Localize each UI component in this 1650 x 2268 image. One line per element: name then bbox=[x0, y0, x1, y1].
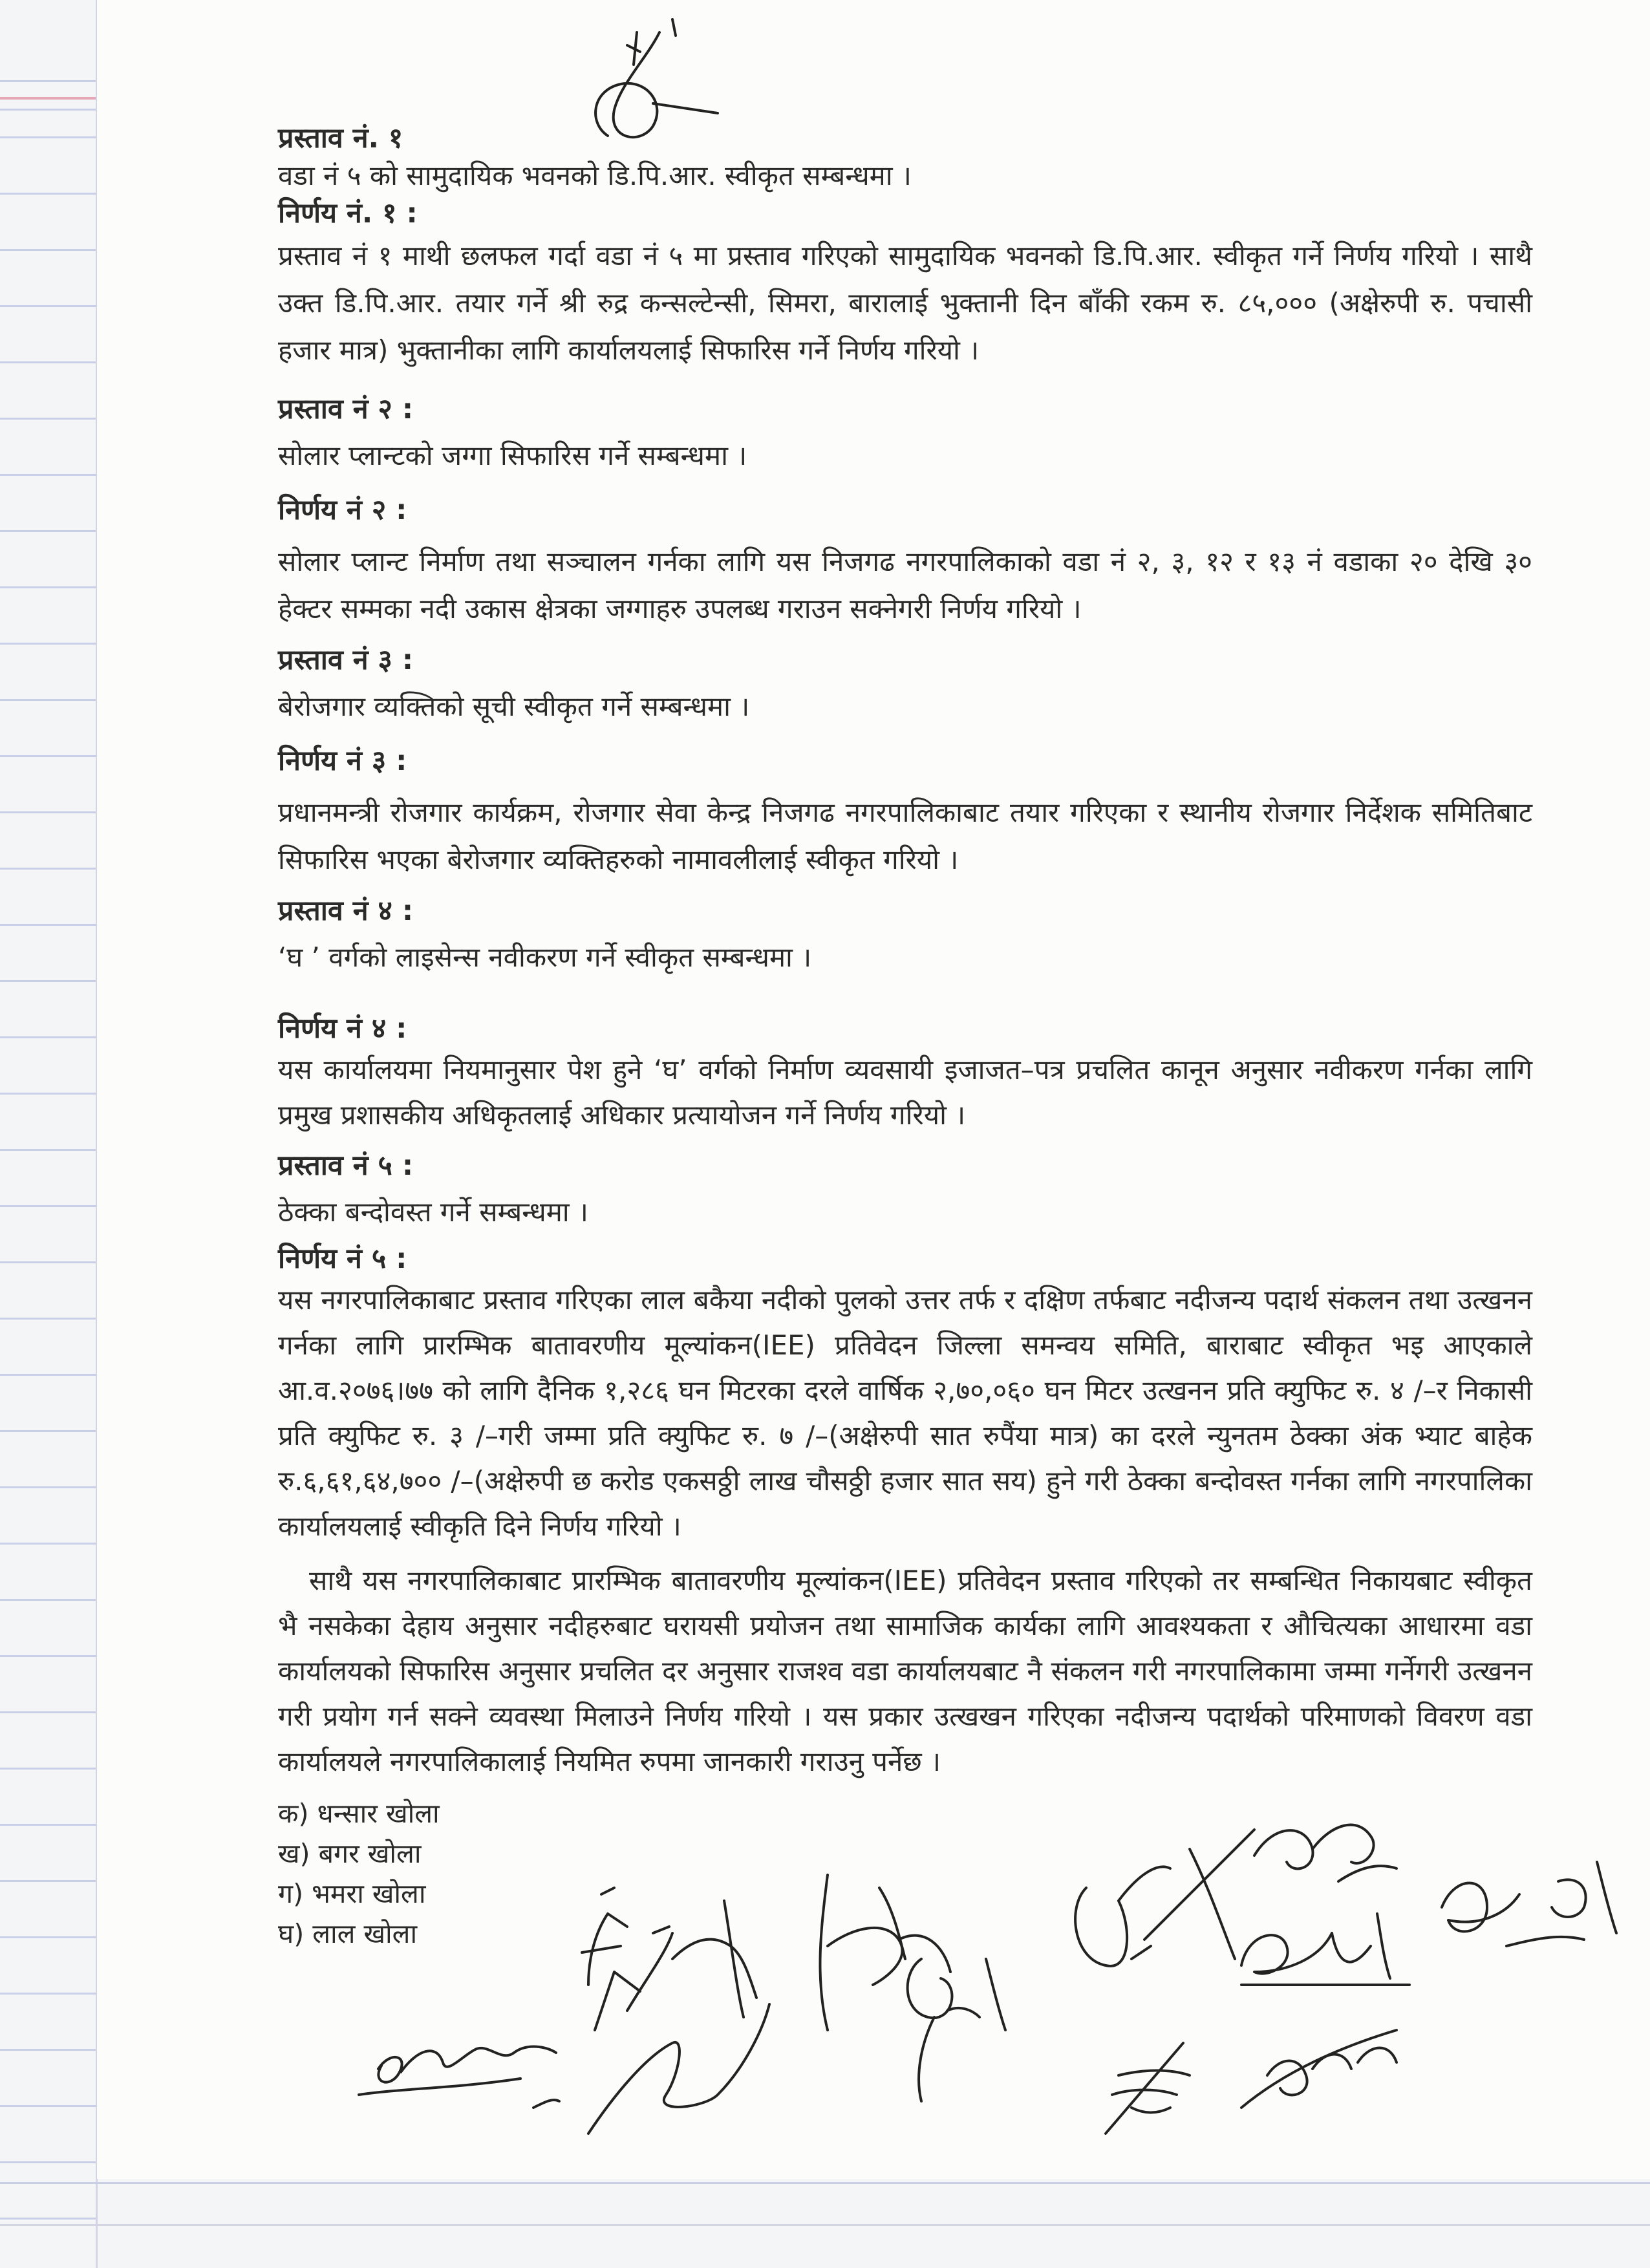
block-text: ठेक्का बन्दोवस्त गर्ने सम्बन्धमा । bbox=[278, 1196, 588, 1228]
block-text: प्रधानमन्त्री रोजगार कार्यक्रम, रोजगार सेवा केन्द्र निजगढ नगरपालिकाबाट तयार गरिएका र स्थानीय रोजगार निर्देशक समितिबाट सिफारिस भएका बेरोजगार व्यक्तिहरुको नामावलीलाई स्वीकृत गरियो । bbox=[278, 797, 1532, 875]
block-heading: निर्णय नं. १ : bbox=[278, 197, 418, 230]
block-text: सोलार प्लान्ट निर्माण तथा सञ्चालन गर्नका लागि यस निजगढ नगरपालिकाको वडा नं २, ३, १२ र १३ नं वडाका २० देखि ३० हेक्टर सम्मका नदी उकास क्षेत्रका जग्गाहरु उपलब्ध गराउन सक्नेगरी निर्णय गरियो । bbox=[278, 546, 1532, 625]
block-heading: निर्णय नं ४ : bbox=[278, 1012, 407, 1045]
block-text: सोलार प्लान्टको जग्गा सिफारिस गर्ने सम्बन्धमा । bbox=[278, 440, 747, 471]
block-heading: प्रस्ताव नं ३ : bbox=[278, 644, 414, 676]
signature-6 bbox=[1241, 1797, 1403, 1901]
signature-10 bbox=[1228, 1998, 1448, 2127]
list-item: ग) भमरा खोला bbox=[278, 1878, 426, 1909]
signature-11 bbox=[569, 1875, 640, 1991]
closing-paragraph: साथै यस नगरपालिकाबाट प्रारम्भिक बातावरणीय मूल्यांकन(IEE) प्रतिवेदन प्रस्ताव गरिएको तर सम्बन्धित निकायबाट स्वीकृत भै नसकेका देहाय अनुसार नदीहरुबाट घरायसी प्रयोजन तथा सामाजिक कार्यका लागि आवश्यकता र औचित्यका आधारमा वडा कार्यालयको सिफारिस अनुसार प्रचलित दर अनुसार राजश्व वडा कार्यालयबाट नै संकलन गरी नगरपालिकामा जम्मा गर्नेगरी उत्खनन गरी प्रयोग गर्न सक्ने व्यवस्था मिलाउने निर्णय गरियो । यस प्रकार उत्खखन गरिएका नदीजन्य पदार्थको परिमाणको विवरण वडा कार्यालयले नगरपालिकालाई नियमित रुपमा जानकारी गराउनु पर्नेछ । bbox=[278, 1565, 1532, 1777]
block-text: ‘घ ’ वर्गको लाइसेन्स नवीकरण गर्ने स्वीकृत सम्बन्धमा । bbox=[278, 941, 812, 973]
signature-9 bbox=[1093, 2017, 1203, 2146]
list-item: क) धन्सार खोला bbox=[278, 1798, 440, 1829]
block-text: बेरोजगार व्यक्तिको सूची स्वीकृत गर्ने सम्बन्धमा । bbox=[278, 690, 750, 722]
signature-4 bbox=[876, 1920, 1018, 2114]
block-heading: प्रस्ताव नं. १ bbox=[278, 122, 403, 155]
signature-7 bbox=[1228, 1894, 1422, 1998]
block-heading: प्रस्ताव नं ४ : bbox=[278, 895, 414, 927]
bottom-rule bbox=[0, 2224, 1650, 2226]
block-heading: निर्णय नं ५ : bbox=[278, 1243, 407, 1275]
margin-rule bbox=[0, 97, 97, 100]
margin-rule bbox=[0, 109, 97, 111]
document-body bbox=[278, 120, 1532, 1954]
list-item: घ) लाल खोला bbox=[278, 1918, 418, 1949]
list-item: ख) बगर खोला bbox=[278, 1838, 422, 1869]
block-heading: प्रस्ताव नं ५ : bbox=[278, 1150, 414, 1182]
signature-1 bbox=[352, 1991, 566, 2121]
block-text: वडा नं ५ को सामुदायिक भवनको डि.पि.आर. स्वीकृत सम्बन्धमा । bbox=[278, 160, 912, 191]
block-text: यस कार्यालयमा नियमानुसार पेश हुने ‘घ’ वर्गको निर्माण व्यवसायी इजाजत–पत्र प्रचलित कानून अनुसार नवीकरण गर्नका लागि प्रमुख प्रशासकीय अधिकृतलाई अधिकार प्रत्यायोजन गर्ने निर्णय गरियो । bbox=[278, 1054, 1532, 1131]
signature-8 bbox=[1429, 1843, 1623, 1972]
block-text: प्रस्ताव नं १ माथी छलफल गर्दा वडा नं ५ मा प्रस्ताव गरिएको सामुदायिक भवनको डि.पि.आर. स्वीकृत गर्ने निर्णय गरियो । साथै उक्त डि.पि.आर. तयार गर्ने श्री रुद्र कन्सल्टेन्सी, सिमरा, बारालाई भुक्तानी दिन बाँकी रकम रु. ८५,००० (अक्षेरुपी रु. पचासी हजार मात्र) भुक्तानीका लागि कार्यालयलाई सिफारिस गर्ने निर्णय गरियो । bbox=[278, 240, 1532, 366]
block-heading: निर्णय नं ३ : bbox=[278, 745, 407, 777]
bottom-rule bbox=[0, 2182, 1650, 2184]
block-heading: निर्णय नं २ : bbox=[278, 494, 407, 526]
block-text: यस नगरपालिकाबाट प्रस्ताव गरिएका लाल बकैया नदीको पुलको उत्तर तर्फ र दक्षिण तर्फबाट नदीजन्य पदार्थ संकलन तथा उत्खनन गर्नका लागि प्रारम्भिक बातावरणीय मूल्यांकन(IEE) प्रतिवेदन जिल्ला समन्वय समिति, बाराबाट स्वीकृत भइ आएकाले आ.व.२०७६।७७ को लागि दैनिक १,२८६ घन मिटरका दरले वार्षिक २,७०,०६० घन मिटर उत्खनन प्रति क्युफिट रु. ४ /–र निकासी प्रति क्युफिट रु. ३ /–गरी जम्मा प्रति क्युफिट रु. ७ /–(अक्षेरुपी सात रुपैंया मात्र) का दरले न्युनतम ठेक्का अंक भ्याट बाहेक रु.६,६१,६४,७०० /–(अक्षेरुपी छ करोड एकसठ्ठी लाख चौसठ्ठी हजार सात सय) हुने गरी ठेक्का बन्दोवस्त गर्नका लागि नगरपालिका कार्यालयलाई स्वीकृति दिने निर्णय गरियो । bbox=[278, 1284, 1532, 1542]
block-heading: प्रस्ताव नं २ : bbox=[278, 393, 414, 425]
